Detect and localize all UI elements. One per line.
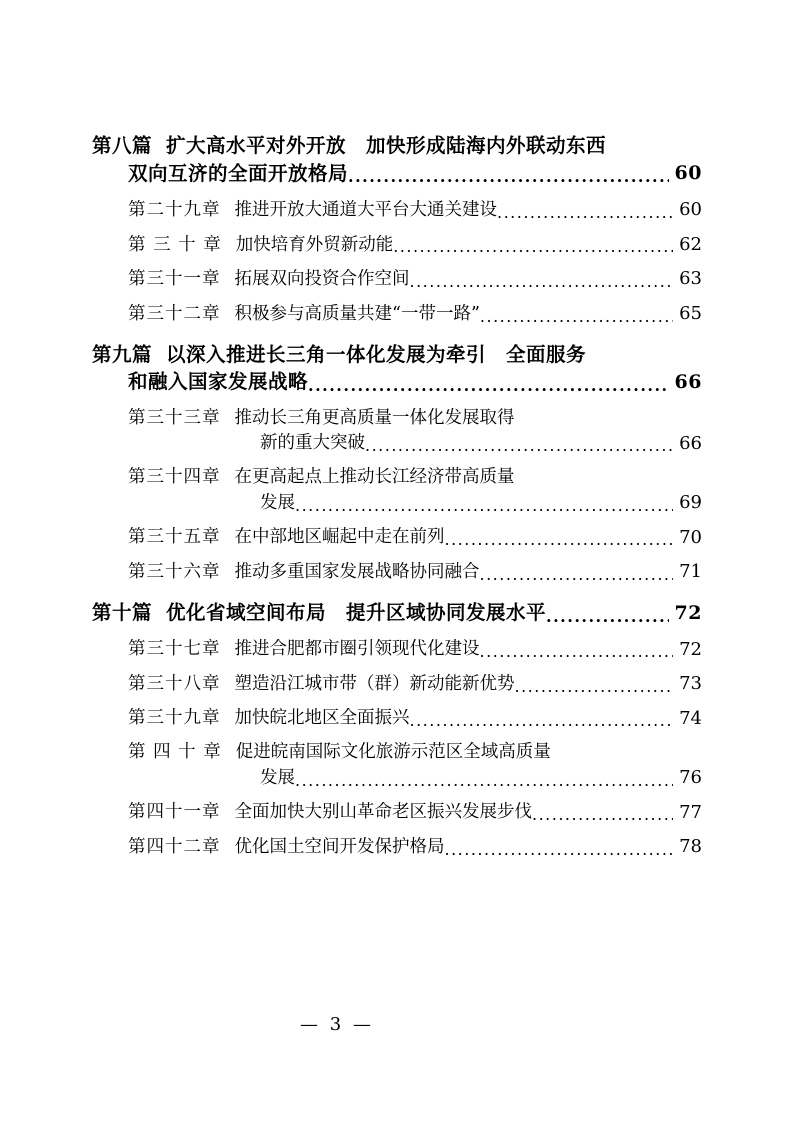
toc-chapter-entry[interactable] bbox=[92, 406, 702, 456]
toc-part-line-2 bbox=[92, 368, 702, 396]
toc-page-number: 66 bbox=[679, 432, 702, 454]
toc-chapter-title: 拓展双向投资合作空间 bbox=[234, 269, 410, 290]
toc-chapter-title: 加快培育外贸新动能 bbox=[235, 234, 394, 255]
toc-chapter-title: 积极参与高质量共建“一带一路” bbox=[234, 303, 480, 324]
table-of-contents bbox=[92, 132, 702, 860]
toc-chapter-title: 推动多重国家发展战略协同融合 bbox=[234, 561, 480, 582]
toc-chapter-label: 第三十七章 bbox=[128, 639, 221, 660]
toc-chapter-title: 促进皖南国际文化旅游示范区全域高质量 bbox=[235, 742, 551, 763]
toc-part-line-1 bbox=[92, 599, 702, 627]
toc-chapter-line bbox=[92, 800, 702, 826]
toc-chapter-title: 推进开放大通道大平台大通关建设 bbox=[234, 200, 497, 221]
leader-dots bbox=[515, 679, 674, 695]
toc-page-number: 63 bbox=[679, 268, 702, 290]
toc-chapter-entry[interactable] bbox=[92, 740, 702, 790]
leader-dots bbox=[295, 498, 673, 514]
toc-chapter-line bbox=[92, 301, 702, 327]
toc-chapter-label: 第三十九章 bbox=[128, 708, 221, 729]
toc-part-label: 第八篇 bbox=[92, 134, 153, 157]
toc-page-number: 77 bbox=[679, 801, 702, 823]
toc-chapter-title: 全面加快大别山革命老区振兴发展步伐 bbox=[234, 802, 532, 823]
toc-page-number: 76 bbox=[679, 766, 702, 788]
toc-chapter-line bbox=[92, 559, 702, 585]
toc-part-title-cont: 和融入国家发展战略 bbox=[128, 370, 309, 394]
toc-part-title: 以深入推进长三角一体化发展为牵引 全面服务 bbox=[166, 342, 587, 366]
toc-chapter-entry[interactable] bbox=[92, 706, 702, 732]
toc-chapter-title-cont: 发展 bbox=[260, 492, 295, 513]
toc-part-title-cont: 双向互济的全面开放格局 bbox=[128, 161, 349, 185]
toc-chapter-line bbox=[92, 525, 702, 551]
toc-part-entry[interactable] bbox=[92, 132, 702, 187]
toc-chapter-line-cont bbox=[92, 490, 702, 516]
page-footer: — 3 — bbox=[300, 1014, 374, 1035]
leader-dots bbox=[308, 378, 669, 394]
toc-chapter-title: 加快皖北地区全面振兴 bbox=[234, 708, 410, 729]
toc-chapter-title: 在中部地区崛起中走在前列 bbox=[234, 527, 445, 548]
toc-chapter-title-cont: 发展 bbox=[260, 767, 295, 788]
leader-dots bbox=[393, 239, 673, 255]
toc-page-number: 78 bbox=[679, 836, 702, 858]
leader-dots bbox=[410, 713, 674, 729]
toc-page-number: 74 bbox=[679, 707, 702, 729]
toc-chapter-label: 第四十二章 bbox=[128, 836, 221, 857]
leader-dots bbox=[480, 567, 674, 583]
toc-chapter-label: 第三十五章 bbox=[128, 527, 221, 548]
toc-chapter-entry[interactable] bbox=[92, 232, 702, 258]
toc-page-number: 70 bbox=[679, 526, 702, 548]
toc-chapter-entry[interactable] bbox=[92, 525, 702, 551]
toc-chapter-line bbox=[92, 637, 702, 663]
toc-chapter-title: 在更高起点上推动长江经济带高质量 bbox=[234, 467, 515, 488]
toc-part-label: 第十篇 bbox=[92, 600, 153, 624]
toc-chapter-line bbox=[92, 232, 702, 258]
leader-dots bbox=[445, 532, 674, 548]
toc-chapter-title: 推动长三角更高质量一体化发展取得 bbox=[234, 407, 515, 428]
toc-chapter-entry[interactable] bbox=[92, 266, 702, 292]
toc-chapter-label: 第 四 十 章 bbox=[128, 742, 222, 763]
toc-chapter-entry[interactable] bbox=[92, 559, 702, 585]
toc-chapter-label: 第二十九章 bbox=[128, 200, 221, 221]
toc-page-number: 66 bbox=[674, 370, 702, 393]
toc-part-title: 优化省域空间布局 提升区域协同发展水平 bbox=[166, 600, 547, 624]
toc-chapter-line bbox=[92, 834, 702, 860]
toc-chapter-title: 推进合肥都市圈引领现代化建设 bbox=[234, 639, 480, 660]
toc-chapter-title-cont: 新的重大突破 bbox=[260, 433, 365, 454]
toc-part-line-1 bbox=[92, 132, 702, 160]
toc-page-number: 73 bbox=[679, 673, 702, 695]
toc-part-entry[interactable] bbox=[92, 599, 702, 627]
toc-chapter-entry[interactable] bbox=[92, 197, 702, 223]
toc-chapter-line bbox=[92, 406, 702, 431]
toc-part-title: 扩大高水平对外开放 加快形成陆海内外联动东西 bbox=[166, 134, 607, 157]
toc-chapter-label: 第三十三章 bbox=[128, 407, 221, 428]
toc-page-number: 60 bbox=[679, 199, 702, 221]
toc-chapter-line bbox=[92, 266, 702, 292]
leader-dots bbox=[532, 807, 673, 823]
toc-page-number: 62 bbox=[679, 233, 702, 255]
leader-dots bbox=[365, 438, 673, 454]
toc-chapter-entry[interactable] bbox=[92, 800, 702, 826]
toc-chapter-label: 第 三 十 章 bbox=[128, 234, 222, 255]
leader-dots bbox=[480, 644, 674, 660]
toc-page-number: 60 bbox=[674, 162, 702, 185]
toc-chapter-line bbox=[92, 671, 702, 697]
toc-chapter-line-cont bbox=[92, 765, 702, 791]
toc-part-entry[interactable] bbox=[92, 341, 702, 396]
leader-dots bbox=[546, 609, 669, 625]
toc-chapter-entry[interactable] bbox=[92, 301, 702, 327]
toc-chapter-entry[interactable] bbox=[92, 637, 702, 663]
toc-chapter-entry[interactable] bbox=[92, 671, 702, 697]
toc-chapter-label: 第三十一章 bbox=[128, 269, 221, 290]
toc-page-number: 72 bbox=[674, 601, 702, 624]
toc-page-number: 65 bbox=[679, 303, 702, 325]
toc-chapter-title: 优化国土空间开发保护格局 bbox=[234, 836, 445, 857]
toc-chapter-line bbox=[92, 465, 702, 490]
toc-chapter-line bbox=[92, 706, 702, 732]
toc-chapter-line bbox=[92, 740, 702, 765]
toc-chapter-label: 第三十四章 bbox=[128, 467, 221, 488]
toc-chapter-label: 第三十六章 bbox=[128, 561, 221, 582]
toc-page-number: 71 bbox=[679, 561, 702, 583]
toc-chapter-line-cont bbox=[92, 431, 702, 457]
toc-part-label: 第九篇 bbox=[92, 342, 153, 366]
toc-chapter-label: 第四十一章 bbox=[128, 802, 221, 823]
toc-part-line-2 bbox=[92, 160, 702, 188]
leader-dots bbox=[445, 842, 674, 858]
toc-chapter-label: 第三十八章 bbox=[128, 673, 221, 694]
toc-page-number: 69 bbox=[679, 492, 702, 514]
toc-chapter-title: 塑造沿江城市带（群）新动能新优势 bbox=[234, 673, 515, 694]
toc-chapter-line bbox=[92, 197, 702, 223]
toc-chapter-entry[interactable] bbox=[92, 465, 702, 515]
leader-dots bbox=[295, 773, 673, 789]
leader-dots bbox=[497, 205, 673, 221]
toc-chapter-label: 第三十二章 bbox=[128, 303, 221, 324]
toc-page-number: 72 bbox=[679, 638, 702, 660]
leader-dots bbox=[480, 309, 673, 325]
toc-chapter-entry[interactable] bbox=[92, 834, 702, 860]
toc-part-line-1 bbox=[92, 341, 702, 369]
leader-dots bbox=[348, 169, 669, 185]
leader-dots bbox=[410, 274, 674, 290]
